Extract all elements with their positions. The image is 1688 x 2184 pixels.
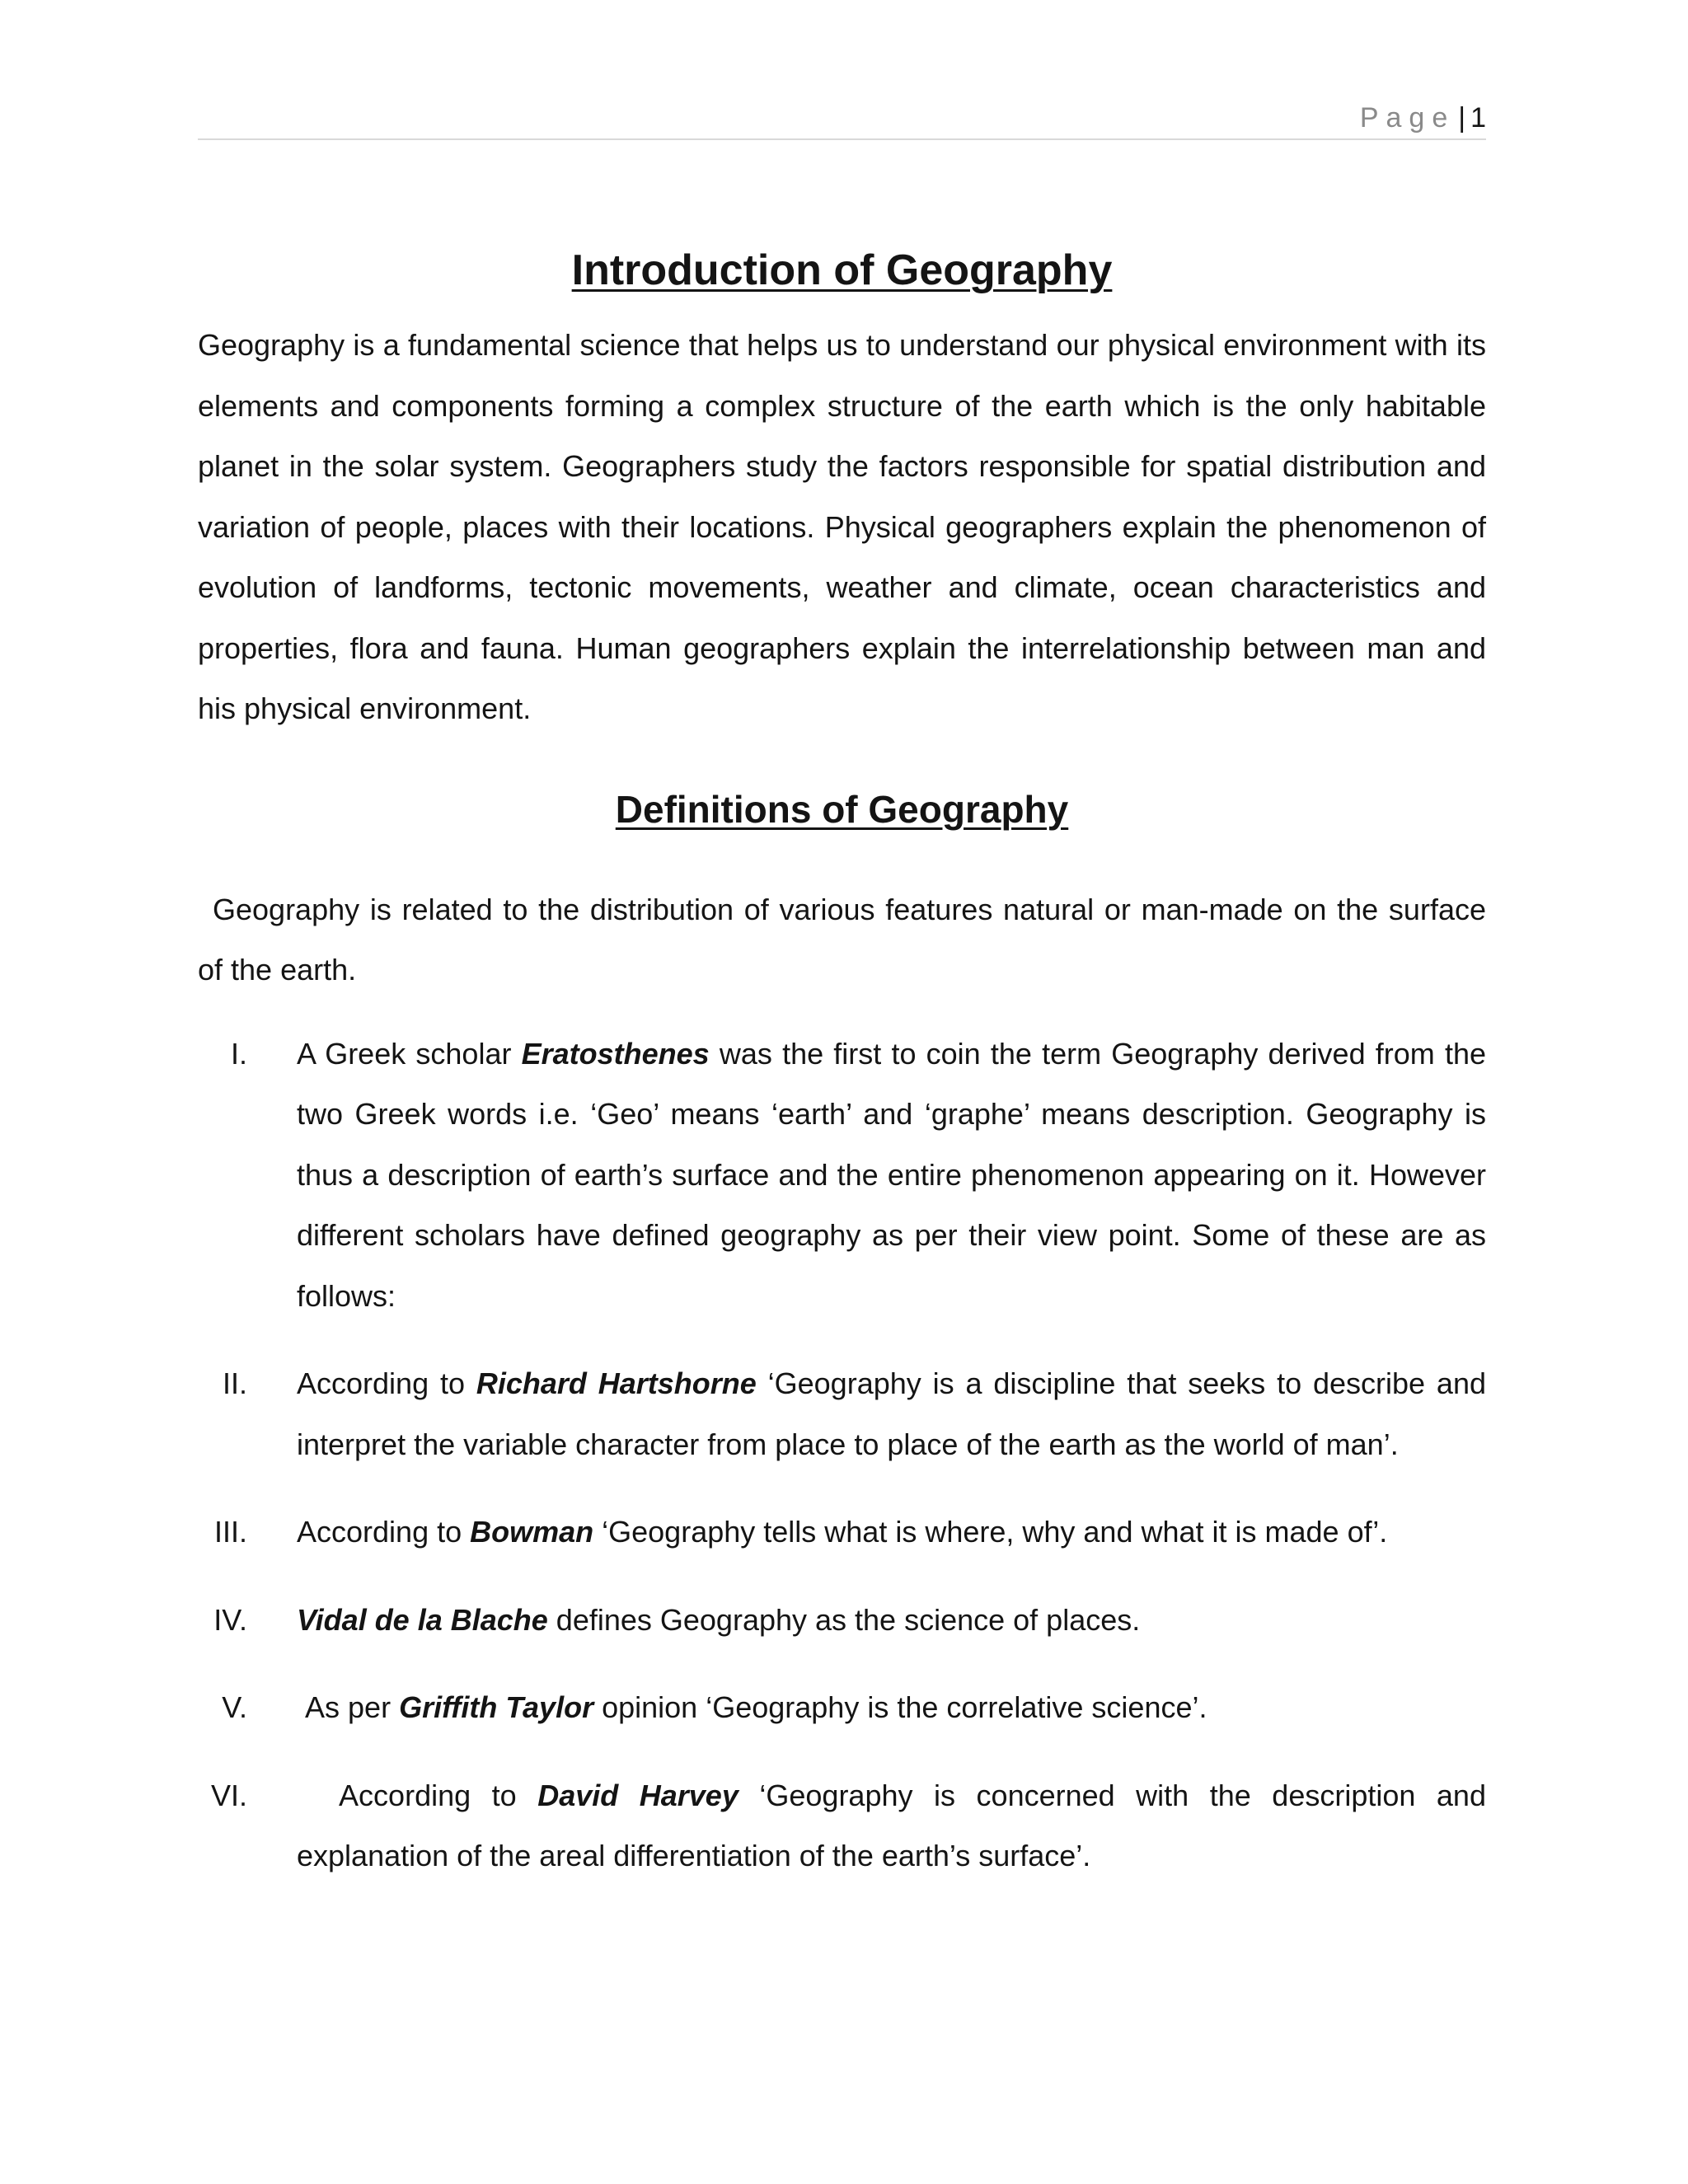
page-separator: |	[1458, 102, 1466, 134]
definition-item	[198, 1024, 1486, 1327]
definition-item	[198, 1502, 1486, 1563]
definition-text-after: opinion ‘Geography is the correlative science’.	[593, 1690, 1207, 1724]
scholar-name: Bowman	[470, 1515, 594, 1549]
definition-item	[198, 1590, 1486, 1651]
definition-text-before: According to	[297, 1515, 471, 1549]
definition-text-before: According to	[297, 1778, 538, 1812]
scholar-name: David Harvey	[537, 1778, 738, 1812]
scholar-name: Griffith Taylor	[399, 1690, 594, 1724]
definition-text-before: According to	[297, 1366, 476, 1400]
document-title: Introduction of Geography	[571, 246, 1113, 294]
scholar-name: Richard Hartshorne	[476, 1366, 757, 1400]
page-header	[198, 97, 1486, 140]
scholar-name: Eratosthenes	[521, 1036, 710, 1071]
definition-text-before: As per	[297, 1690, 400, 1724]
definition-text-after: defines Geography as the science of places.	[547, 1602, 1141, 1637]
definition-text-after: ‘Geography is concerned with the description and explanation of the areal differentiation of the earth’s surface’.	[297, 1778, 1486, 1872]
page-number: 1	[1470, 102, 1486, 134]
list-numeral: VI.	[210, 1778, 247, 1812]
definition-item	[198, 1765, 1486, 1886]
list-numeral: IV.	[213, 1602, 247, 1637]
definition-text-after: ‘Geography is a discipline that seeks to describe and interpret the variable character from place to place of the earth as the world of man’.	[297, 1366, 1486, 1461]
page-label: Page	[1359, 102, 1456, 134]
definitions-heading: Definitions of Geography	[615, 787, 1069, 831]
document-body	[198, 239, 1486, 1914]
list-numeral: V.	[222, 1690, 247, 1724]
scholar-name: Vidal de la Blache	[297, 1602, 548, 1637]
definition-text-after: ‘Geography tells what is where, why and what it is made of’.	[593, 1515, 1388, 1549]
definition-text-after: was the first to coin the term Geography derived from the two Greek words i.e. ‘Geo’ means ‘earth’ and ‘graphe’ means description. Geography is thus a description of earth’s surface and the entire phenomenon appearing on it. However different scholars have defined geography as per their view point. Some of these are as follows:	[297, 1036, 1486, 1313]
list-numeral: I.	[230, 1036, 247, 1071]
list-numeral: II.	[222, 1366, 247, 1400]
intro-paragraph: Geography is a fundamental science that helps us to understand our physical environment with its elements and components forming a complex structure of the earth which is the only habitable planet in the solar system. Geographers study the factors responsible for spatial distribution and variation of people, places with their locations. Physical geographers explain the phenomenon of evolution of landforms, tectonic movements, weather and climate, ocean characteristics and properties, flora and fauna. Human geographers explain the interrelationship between man and his physical environment.	[198, 328, 1486, 725]
list-numeral: III.	[213, 1515, 247, 1549]
definition-item	[198, 1353, 1486, 1474]
definition-text-before: A Greek scholar	[297, 1036, 522, 1071]
definition-item	[198, 1677, 1486, 1738]
definitions-intro-paragraph: Geography is related to the distribution of various features natural or man-made on the surface of the earth.	[198, 892, 1486, 987]
definitions-list	[198, 1024, 1486, 1886]
